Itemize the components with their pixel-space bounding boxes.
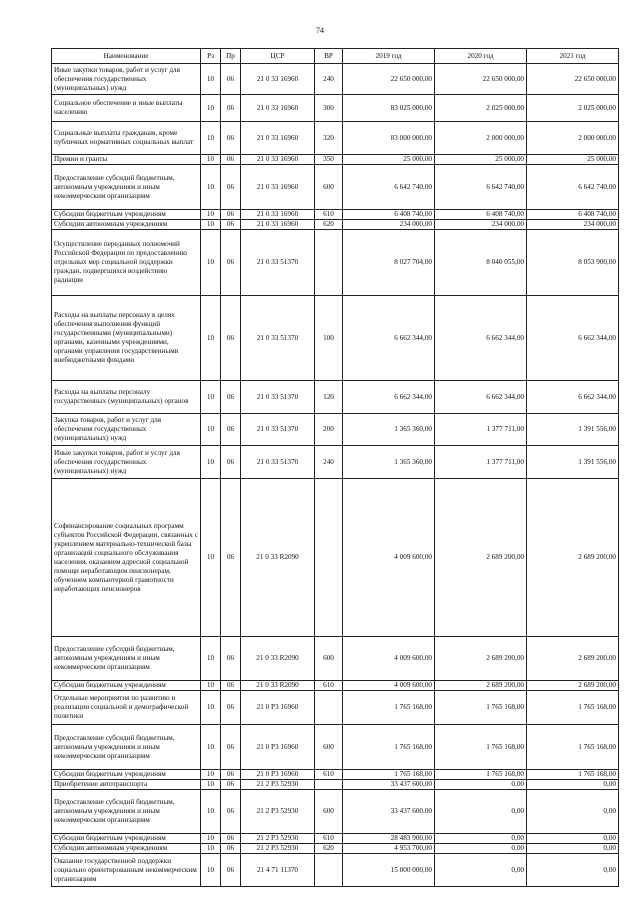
row-amount-2021: 8 053 900,00 [527, 230, 619, 296]
row-rz: 10 [201, 691, 221, 725]
row-amount-2020: 0,00 [435, 854, 527, 887]
row-amount-2021: 0,00 [527, 790, 619, 834]
row-csr: 21 0 P3 16960 [241, 691, 315, 725]
row-name: Субсидии бюджетным учреждениям [52, 770, 201, 780]
row-amount-2019: 6 408 740,00 [343, 210, 435, 220]
row-csr: 21 2 P3 52930 [241, 844, 315, 854]
row-vr: 100 [315, 296, 343, 381]
row-pr: 06 [221, 854, 241, 887]
row-name: Приобретение автотранспорта [52, 780, 201, 790]
table-row [52, 725, 619, 770]
row-amount-2021: 6 408 740,00 [527, 210, 619, 220]
row-csr: 21 0 33 51370 [241, 381, 315, 414]
row-pr: 06 [221, 64, 241, 95]
row-csr: 21 0 33 16960 [241, 122, 315, 155]
row-vr: 610 [315, 770, 343, 780]
row-amount-2021: 2 689 200,00 [527, 637, 619, 681]
row-pr: 06 [221, 479, 241, 637]
row-rz: 10 [201, 479, 221, 637]
header-name: Наименование [52, 49, 201, 64]
row-amount-2020: 1 765 168,00 [435, 725, 527, 770]
row-amount-2020: 2 689 200,00 [435, 479, 527, 637]
row-amount-2019: 25 000,00 [343, 155, 435, 165]
row-name: Предоставление субсидий бюджетным, автономным учреждениям и иным некоммерческим организациям [52, 725, 201, 770]
row-amount-2021: 2 689 200,00 [527, 479, 619, 637]
row-pr: 06 [221, 230, 241, 296]
row-amount-2021: 6 642 740,00 [527, 165, 619, 210]
row-pr: 06 [221, 844, 241, 854]
row-name: Закупка товаров, работ и услуг для обеспечения государственных (муниципальных) нужд [52, 414, 201, 446]
row-amount-2020: 2 689 200,00 [435, 681, 527, 691]
table-row [52, 95, 619, 122]
row-name: Расходы на выплаты персоналу в целях обеспечения выполнения функций государственными (муниципальными) органами, казенными учреждениями, органами управления государственными внебюджетными фондами [52, 296, 201, 381]
table-row [52, 637, 619, 681]
table-row [52, 780, 619, 790]
row-vr: 600 [315, 165, 343, 210]
row-amount-2019: 28 483 900,00 [343, 834, 435, 844]
header-2020: 2020 год [435, 49, 527, 64]
row-amount-2021: 2 025 000,00 [527, 95, 619, 122]
row-rz: 10 [201, 210, 221, 220]
row-amount-2019: 33 437 600,00 [343, 790, 435, 834]
row-amount-2021: 2 689 200,00 [527, 681, 619, 691]
row-name: Субсидии автономным учреждениям [52, 220, 201, 230]
row-pr: 06 [221, 770, 241, 780]
row-amount-2019: 1 365 360,00 [343, 414, 435, 446]
row-amount-2019: 83 000 000,00 [343, 122, 435, 155]
row-rz: 10 [201, 844, 221, 854]
row-pr: 06 [221, 780, 241, 790]
row-rz: 10 [201, 725, 221, 770]
row-csr: 21 0 33 16960 [241, 210, 315, 220]
row-amount-2020: 0,00 [435, 834, 527, 844]
table-row [52, 64, 619, 95]
row-csr: 21 0 33 51370 [241, 296, 315, 381]
row-amount-2019: 234 000,00 [343, 220, 435, 230]
row-amount-2019: 6 642 740,00 [343, 165, 435, 210]
row-vr: 600 [315, 725, 343, 770]
row-amount-2020: 0,00 [435, 844, 527, 854]
row-rz: 10 [201, 637, 221, 681]
table-row [52, 414, 619, 446]
row-rz: 10 [201, 834, 221, 844]
row-name: Иные закупки товаров, работ и услуг для обеспечения государственных (муниципальных) нужд [52, 446, 201, 479]
row-csr: 21 0 33 51370 [241, 230, 315, 296]
table-row [52, 210, 619, 220]
row-rz: 10 [201, 220, 221, 230]
row-csr: 21 0 33 R2090 [241, 479, 315, 637]
row-csr: 21 0 33 16960 [241, 155, 315, 165]
row-pr: 06 [221, 381, 241, 414]
table-row [52, 790, 619, 834]
row-name: Предоставление субсидий бюджетным, автономным учреждениям и иным некоммерческим организациям [52, 637, 201, 681]
row-amount-2020: 6 408 740,00 [435, 210, 527, 220]
row-name: Социальное обеспечение и иные выплаты населению [52, 95, 201, 122]
row-name: Предоставление субсидий бюджетным, автономным учреждениям и иным некоммерческим организациям [52, 165, 201, 210]
row-vr [315, 780, 343, 790]
row-vr: 320 [315, 122, 343, 155]
row-pr: 06 [221, 95, 241, 122]
row-amount-2021: 0,00 [527, 834, 619, 844]
row-vr: 610 [315, 210, 343, 220]
row-vr: 620 [315, 220, 343, 230]
row-csr: 21 2 P3 52930 [241, 790, 315, 834]
page-number: 74 [316, 26, 324, 35]
row-name: Софинансирование социальных программ субъектов Российской Федерации, связанных с укреплением материально-технической базы организаций социального обслуживания населения, оказанием адресной социальной помощи неработающим пенсионерам, обучением компьютерной грамотности неработающих пенсионеров [52, 479, 201, 637]
row-name: Иные закупки товаров, работ и услуг для обеспечения государственных (муниципальных) нужд [52, 64, 201, 95]
row-amount-2020: 25 000,00 [435, 155, 527, 165]
row-csr: 21 0 33 R2090 [241, 637, 315, 681]
row-amount-2020: 2 689 200,00 [435, 637, 527, 681]
row-name: Субсидии бюджетным учреждениям [52, 834, 201, 844]
row-rz: 10 [201, 64, 221, 95]
row-rz: 10 [201, 780, 221, 790]
table-row [52, 446, 619, 479]
header-pr: Пр [221, 49, 241, 64]
table-row [52, 122, 619, 155]
row-amount-2020: 2 000 000,00 [435, 122, 527, 155]
row-rz: 10 [201, 381, 221, 414]
row-csr: 21 0 33 16960 [241, 165, 315, 210]
row-pr: 06 [221, 210, 241, 220]
row-rz: 10 [201, 296, 221, 381]
row-name: Социальные выплаты гражданам, кроме публичных нормативных социальных выплат [52, 122, 201, 155]
row-pr: 06 [221, 790, 241, 834]
header-row [52, 49, 619, 64]
row-amount-2020: 1 765 168,00 [435, 770, 527, 780]
row-rz: 10 [201, 790, 221, 834]
row-amount-2019: 4 953 700,00 [343, 844, 435, 854]
table-row [52, 844, 619, 854]
row-name: Субсидии бюджетным учреждениям [52, 681, 201, 691]
row-csr: 21 0 33 16960 [241, 220, 315, 230]
row-csr: 21 2 P3 52930 [241, 834, 315, 844]
row-amount-2020: 6 662 344,00 [435, 381, 527, 414]
row-amount-2019: 8 027 704,00 [343, 230, 435, 296]
row-pr: 06 [221, 165, 241, 210]
row-amount-2021: 0,00 [527, 780, 619, 790]
row-amount-2019: 22 650 000,00 [343, 64, 435, 95]
row-amount-2020: 1 377 711,00 [435, 446, 527, 479]
row-amount-2020: 0,00 [435, 790, 527, 834]
table-row [52, 834, 619, 844]
row-amount-2019: 1 765 168,00 [343, 725, 435, 770]
header-2021: 2021 год [527, 49, 619, 64]
table-body [52, 64, 619, 887]
row-rz: 10 [201, 854, 221, 887]
row-amount-2019: 4 009 600,00 [343, 637, 435, 681]
row-pr: 06 [221, 725, 241, 770]
row-vr: 300 [315, 95, 343, 122]
header-vr: ВР [315, 49, 343, 64]
row-amount-2021: 1 391 556,00 [527, 414, 619, 446]
row-amount-2019: 33 437 600,00 [343, 780, 435, 790]
row-vr: 350 [315, 155, 343, 165]
row-amount-2021: 1 391 556,00 [527, 446, 619, 479]
row-csr: 21 0 33 R2090 [241, 681, 315, 691]
row-csr: 21 4 71 11370 [241, 854, 315, 887]
table-row [52, 691, 619, 725]
row-amount-2021: 2 000 000,00 [527, 122, 619, 155]
row-amount-2021: 25 000,00 [527, 155, 619, 165]
row-amount-2019: 1 365 360,00 [343, 446, 435, 479]
row-csr: 21 0 33 51370 [241, 414, 315, 446]
row-amount-2020: 1 765 168,00 [435, 691, 527, 725]
row-rz: 10 [201, 446, 221, 479]
table-row [52, 479, 619, 637]
row-amount-2019: 4 009 600,00 [343, 479, 435, 637]
row-amount-2019: 15 000 000,00 [343, 854, 435, 887]
row-amount-2020: 8 040 055,00 [435, 230, 527, 296]
row-amount-2019: 1 765 168,00 [343, 691, 435, 725]
table-row [52, 155, 619, 165]
row-vr [315, 230, 343, 296]
row-amount-2021: 234 000,00 [527, 220, 619, 230]
row-pr: 06 [221, 834, 241, 844]
row-amount-2019: 1 765 168,00 [343, 770, 435, 780]
table-row [52, 220, 619, 230]
row-name: Осуществление переданных полномочий Российской Федерации по предоставлению отдельных мер социальной поддержки граждан, подвергшихся воздействию радиации [52, 230, 201, 296]
header-csr: ЦСР [241, 49, 315, 64]
row-amount-2020: 22 650 000,00 [435, 64, 527, 95]
row-csr: 21 0 33 16960 [241, 64, 315, 95]
row-rz: 10 [201, 770, 221, 780]
row-amount-2019: 6 662 344,00 [343, 381, 435, 414]
row-amount-2021: 1 765 168,00 [527, 691, 619, 725]
row-vr [315, 854, 343, 887]
row-name: Субсидии бюджетным учреждениям [52, 210, 201, 220]
row-rz: 10 [201, 681, 221, 691]
row-amount-2021: 1 765 168,00 [527, 725, 619, 770]
row-amount-2021: 6 662 344,00 [527, 381, 619, 414]
row-csr: 21 0 P3 16960 [241, 770, 315, 780]
row-vr: 600 [315, 790, 343, 834]
row-vr: 610 [315, 681, 343, 691]
row-amount-2021: 6 662 344,00 [527, 296, 619, 381]
row-pr: 06 [221, 155, 241, 165]
row-name: Расходы на выплаты персоналу государственных (муниципальных) органов [52, 381, 201, 414]
row-amount-2020: 6 642 740,00 [435, 165, 527, 210]
table-row [52, 770, 619, 780]
row-rz: 10 [201, 230, 221, 296]
row-pr: 06 [221, 446, 241, 479]
row-vr: 120 [315, 381, 343, 414]
row-name: Оказание государственной поддержки социально ориентированным некоммерческим организациям [52, 854, 201, 887]
row-vr [315, 691, 343, 725]
row-amount-2020: 2 025 000,00 [435, 95, 527, 122]
row-name: Премии и гранты [52, 155, 201, 165]
row-pr: 06 [221, 296, 241, 381]
row-pr: 06 [221, 122, 241, 155]
row-vr: 610 [315, 834, 343, 844]
row-name: Субсидии автономным учреждениям [52, 844, 201, 854]
row-vr: 620 [315, 844, 343, 854]
row-rz: 10 [201, 122, 221, 155]
table-row [52, 296, 619, 381]
table-row [52, 854, 619, 887]
row-amount-2019: 4 009 600,00 [343, 681, 435, 691]
row-pr: 06 [221, 637, 241, 681]
row-rz: 10 [201, 155, 221, 165]
row-pr: 06 [221, 414, 241, 446]
row-rz: 10 [201, 414, 221, 446]
table-row [52, 230, 619, 296]
table-row [52, 165, 619, 210]
row-vr: 240 [315, 64, 343, 95]
row-rz: 10 [201, 165, 221, 210]
row-csr: 21 0 33 16960 [241, 95, 315, 122]
row-name: Отдельные мероприятия по развитию и реализации социальной и демографической политики [52, 691, 201, 725]
row-pr: 06 [221, 681, 241, 691]
row-vr [315, 479, 343, 637]
row-amount-2019: 6 662 344,00 [343, 296, 435, 381]
row-amount-2020: 1 377 711,00 [435, 414, 527, 446]
table-row [52, 381, 619, 414]
row-amount-2020: 6 662 344,00 [435, 296, 527, 381]
row-rz: 10 [201, 95, 221, 122]
row-amount-2021: 0,00 [527, 844, 619, 854]
row-csr: 21 2 P3 52930 [241, 780, 315, 790]
row-amount-2021: 0,00 [527, 854, 619, 887]
row-name: Предоставление субсидий бюджетным, автономным учреждениям и иным некоммерческим организациям [52, 790, 201, 834]
budget-table [51, 48, 619, 887]
table-row [52, 681, 619, 691]
row-amount-2020: 0,00 [435, 780, 527, 790]
row-vr: 240 [315, 446, 343, 479]
row-csr: 21 0 33 51370 [241, 446, 315, 479]
row-vr: 600 [315, 637, 343, 681]
row-csr: 21 0 P3 16960 [241, 725, 315, 770]
row-amount-2020: 234 000,00 [435, 220, 527, 230]
row-pr: 06 [221, 691, 241, 725]
row-amount-2021: 1 765 168,00 [527, 770, 619, 780]
row-amount-2021: 22 650 000,00 [527, 64, 619, 95]
header-rz: Рз [201, 49, 221, 64]
row-pr: 06 [221, 220, 241, 230]
row-vr: 200 [315, 414, 343, 446]
header-2019: 2019 год [343, 49, 435, 64]
row-amount-2019: 83 025 000,00 [343, 95, 435, 122]
